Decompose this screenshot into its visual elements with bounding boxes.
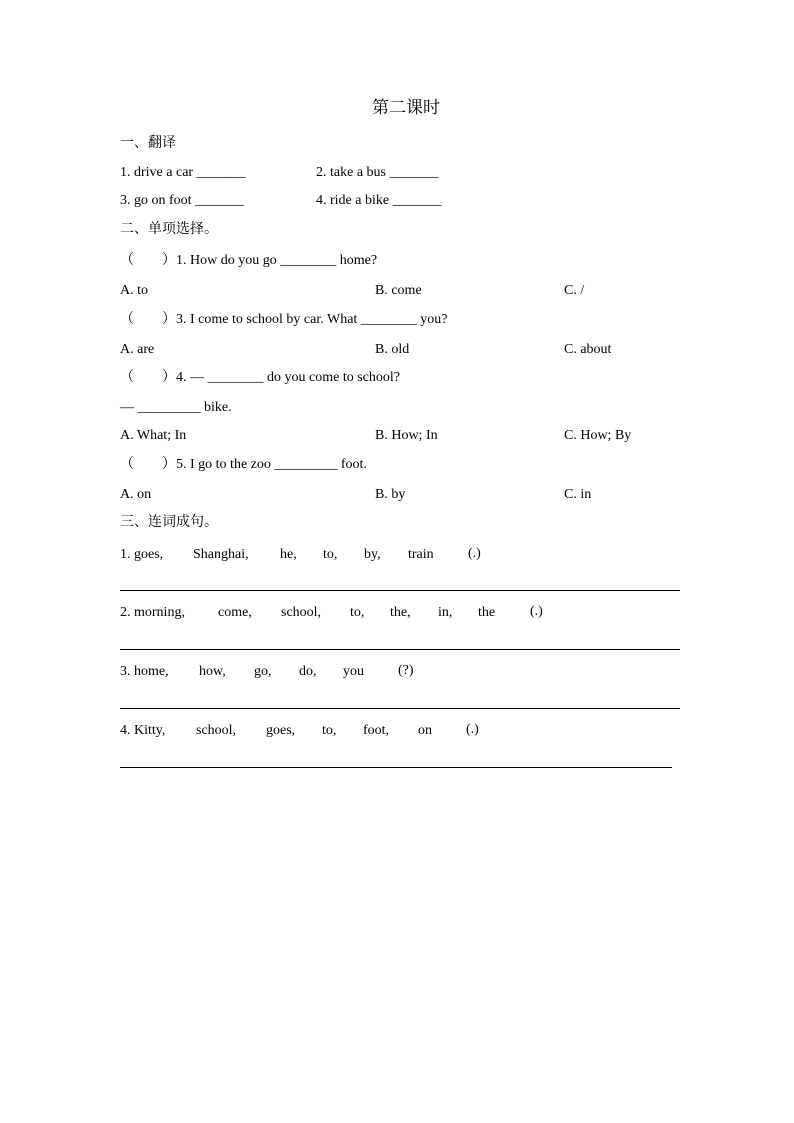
- option-c: C. about: [564, 342, 612, 357]
- scrambled-word: the,: [390, 605, 411, 620]
- question-stem: （ ）5. I go to the zoo _________ foot.: [120, 457, 367, 472]
- option-b: B. old: [375, 342, 410, 357]
- scrambled-word: Shanghai,: [193, 547, 249, 562]
- translation-item: 1. drive a car _______: [120, 165, 246, 180]
- question-stem: （ ）1. How do you go ________ home?: [120, 253, 378, 268]
- answer-line[interactable]: [120, 590, 680, 591]
- scrambled-word: come,: [218, 605, 252, 620]
- scrambled-word: on: [418, 723, 432, 738]
- scrambled-word: by,: [364, 547, 381, 562]
- scrambled-word: to,: [323, 547, 338, 562]
- end-punctuation: (.): [468, 546, 481, 561]
- section-3-heading: 三、连词成句。: [120, 515, 218, 530]
- question-stem: （ ）4. — ________ do you come to school?: [120, 370, 400, 385]
- scrambled-word: 2. morning,: [120, 605, 185, 620]
- option-a: A. to: [120, 283, 148, 298]
- option-b: B. How; In: [375, 428, 438, 443]
- scrambled-word: in,: [438, 605, 453, 620]
- question-answer-line: — _________ bike.: [120, 400, 232, 415]
- scrambled-word: school,: [196, 723, 237, 738]
- scrambled-word: to,: [322, 723, 337, 738]
- page-title: 第二课时: [372, 98, 440, 117]
- option-b: B. come: [375, 283, 422, 298]
- option-b: B. by: [375, 487, 406, 502]
- translation-item: 2. take a bus _______: [316, 165, 439, 180]
- question-stem: （ ）3. I come to school by car. What ________ you?: [120, 312, 448, 327]
- option-a: A. What; In: [120, 428, 187, 443]
- answer-line[interactable]: [120, 708, 680, 709]
- scrambled-word: he,: [280, 547, 297, 562]
- option-a: A. on: [120, 487, 152, 502]
- scrambled-word: 3. home,: [120, 664, 169, 679]
- scrambled-word: foot,: [363, 723, 390, 738]
- option-c: C. How; By: [564, 428, 632, 443]
- scrambled-word: how,: [199, 664, 226, 679]
- scrambled-word: go,: [254, 664, 272, 679]
- scrambled-word: 4. Kitty,: [120, 723, 166, 738]
- section-1-heading: 一、翻译: [120, 136, 176, 151]
- end-punctuation: (.): [466, 722, 479, 737]
- translation-item: 4. ride a bike _______: [316, 193, 442, 208]
- answer-line[interactable]: [120, 767, 672, 768]
- scrambled-word: 1. goes,: [120, 547, 164, 562]
- scrambled-word: the: [478, 605, 496, 620]
- scrambled-word: do,: [299, 664, 317, 679]
- section-2-heading: 二、单项选择。: [120, 222, 218, 237]
- option-c: C. in: [564, 487, 592, 502]
- translation-item: 3. go on foot _______: [120, 193, 245, 208]
- option-c: C. /: [564, 283, 585, 298]
- scrambled-word: school,: [281, 605, 322, 620]
- option-a: A. are: [120, 342, 155, 357]
- answer-line[interactable]: [120, 649, 680, 650]
- scrambled-word: you: [343, 664, 364, 679]
- scrambled-word: goes,: [266, 723, 296, 738]
- end-punctuation: (.): [530, 604, 543, 619]
- scrambled-word: to,: [350, 605, 365, 620]
- scrambled-word: train: [408, 547, 434, 562]
- end-punctuation: (?): [398, 663, 414, 678]
